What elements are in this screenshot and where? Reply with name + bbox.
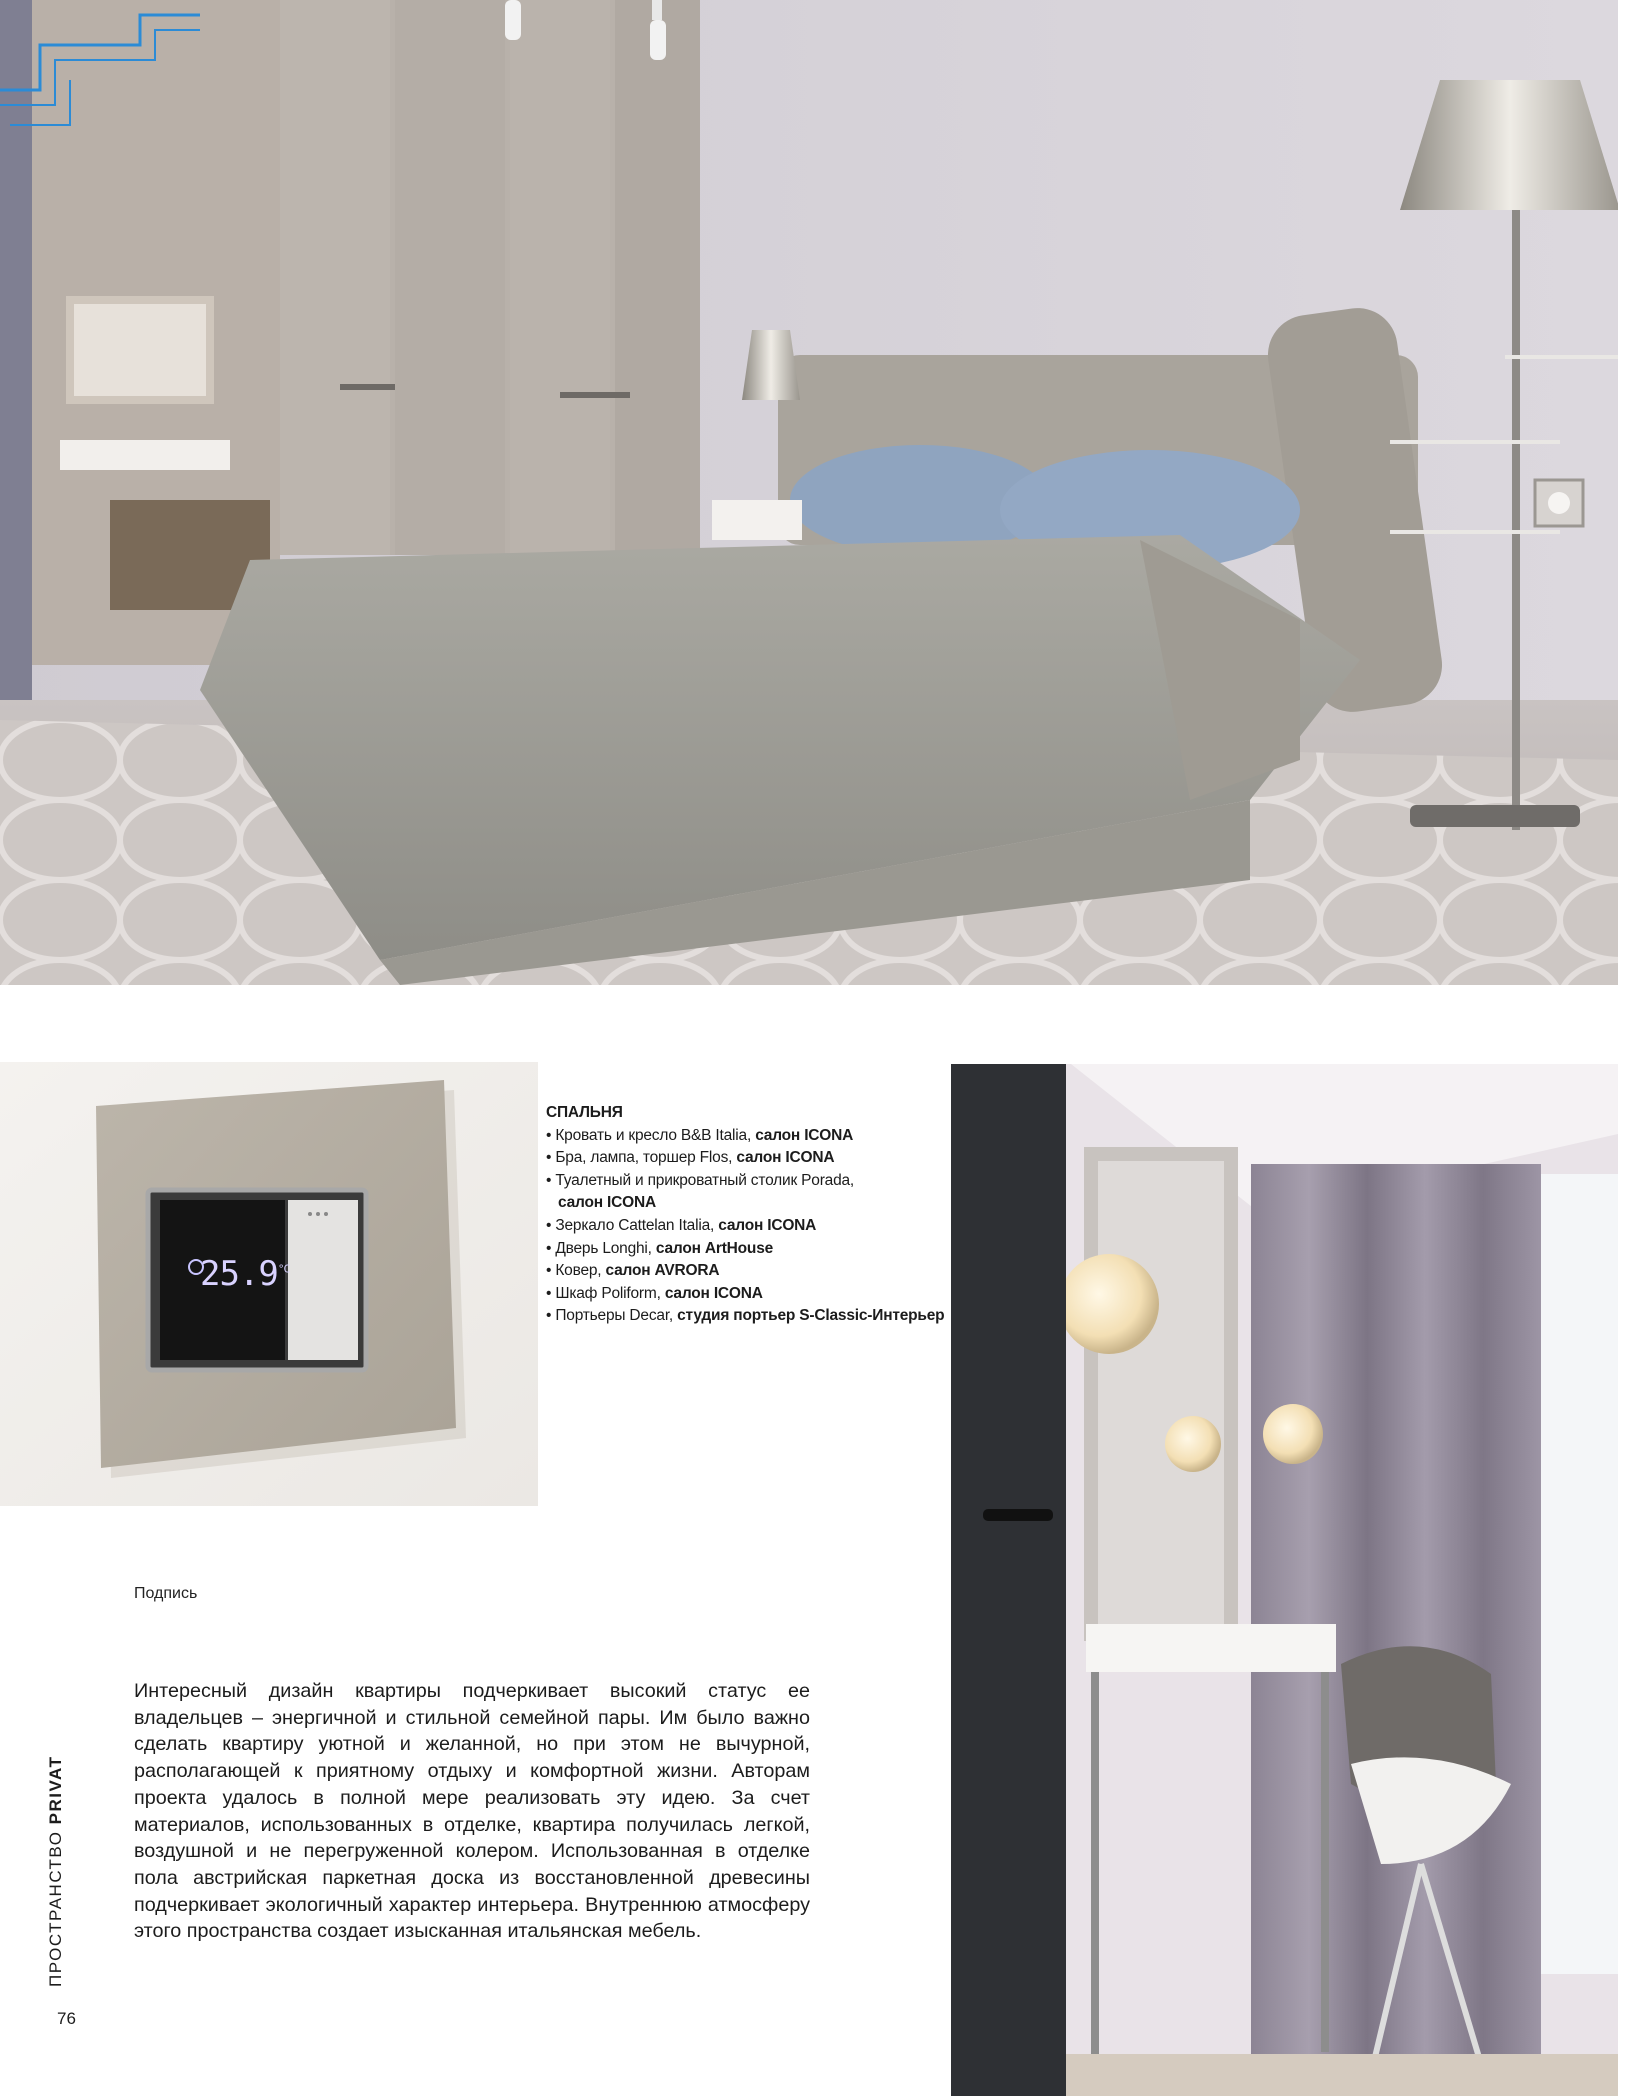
credits-item: • Ковер, салон AVRORA xyxy=(546,1262,720,1280)
thermostat-temperature: $25.9^{^\circ C}$ xyxy=(200,1254,290,1294)
vanity-photo xyxy=(951,1064,1618,2096)
credits-item: • Бра, лампа, торшер Flos, салон ICONA xyxy=(546,1149,835,1167)
credits-item: • Туалетный и прикроватный столик Porada, xyxy=(546,1171,855,1189)
credits-heading: СПАЛЬНЯ xyxy=(546,1104,623,1121)
credits-item: • Шкаф Poliform, салон ICONA xyxy=(546,1284,763,1302)
page-number: 76 xyxy=(57,2009,76,2028)
credits-item: • Портьеры Decar, студия портьер S-Classic-Интерьер xyxy=(546,1307,945,1325)
bedroom-photo xyxy=(0,0,1618,985)
credits-item: салон ICONA xyxy=(558,1194,656,1212)
photo-caption: Подпись xyxy=(134,1585,198,1602)
credits-list xyxy=(546,1102,956,1328)
article-body: Интересный дизайн квартиры подчеркивает высокий статус ее владельцев – энергичной и стильной семейной пары. Им было важно сделать квартиру уютной и желанной, но при этом не вычурной, располагающей к приятному отдыху и комфортной жизни. Авторам проекта удалось в полной мере реализовать эту идею. За счет материалов, использованных в отделке, квартира получилась легкой, воздушной и не перегруженной колером. Использованная в отделке пола австрийская паркетная доска из восстановленной древесины подчеркивает экологичный характер интерьера. Внутреннюю атмосферу этого пространства создает изысканная итальянская мебель. xyxy=(134,1680,810,1943)
credits-item: • Дверь Longhi, салон ArtHouse xyxy=(546,1239,774,1257)
section-label: ПРОСТРАНСТВО PRIVAT xyxy=(46,1755,65,1987)
credits-item: • Кровать и кресло B&B Italia, салон ICONA xyxy=(546,1126,854,1144)
thermostat-photo xyxy=(0,1062,538,1506)
credits-item: • Зеркало Cattelan Italia, салон ICONA xyxy=(546,1216,817,1234)
